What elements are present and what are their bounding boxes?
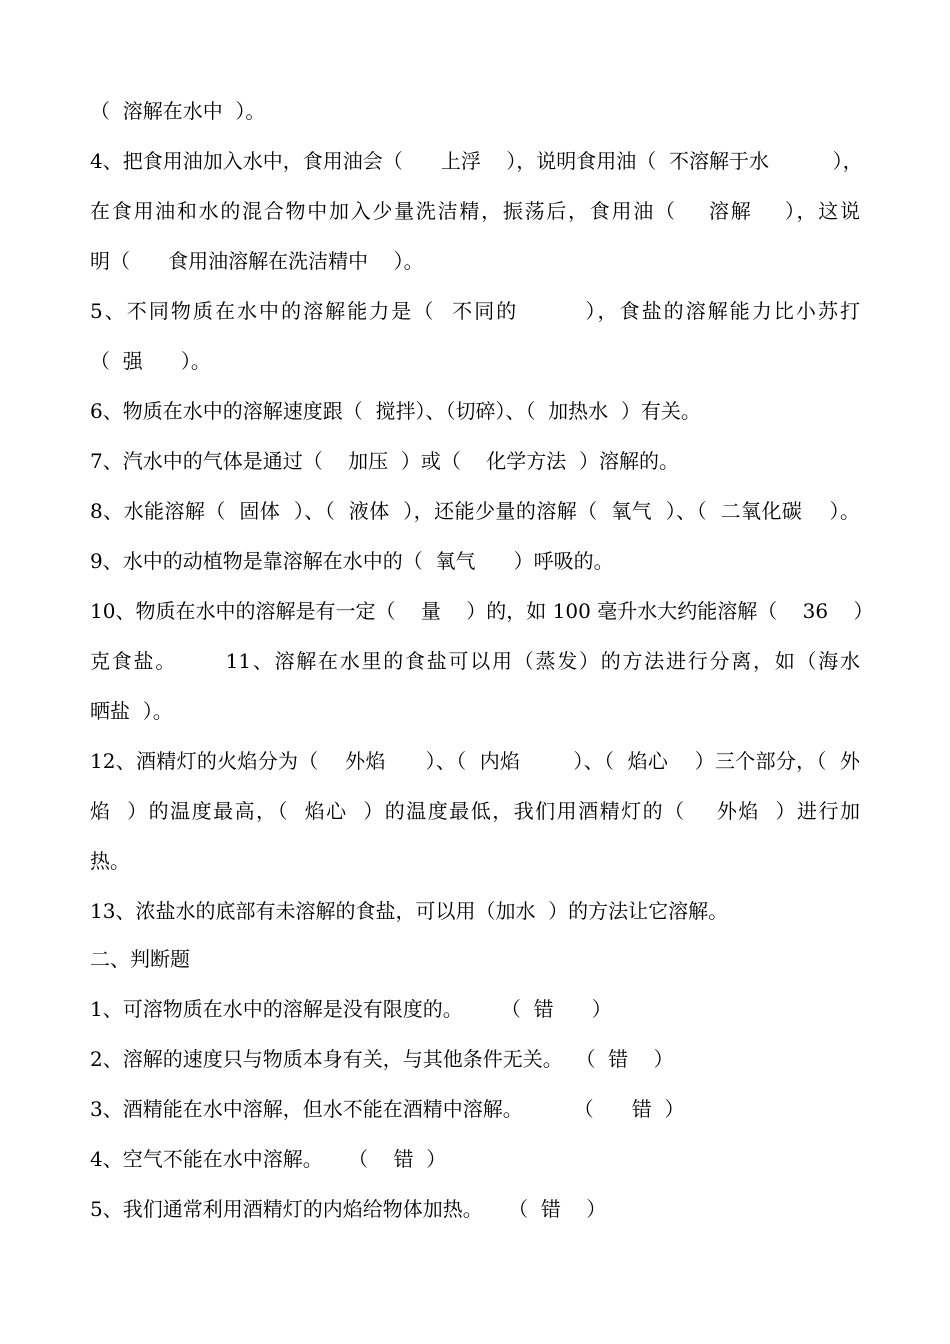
question-10-line: 10、物质在水中的溶解是有一定（ 量 ）的，如 100 毫升水大约能溶解（ 36 ） [90, 599, 874, 623]
question-6-line: 6、物质在水中的溶解速度跟（ 搅拌）、（切碎）、（ 加热水 ）有关。 [90, 399, 701, 423]
true-false-item: 1、可溶物质在水中的溶解是没有限度的。 （ 错 ） [90, 997, 612, 1021]
text-line: 焰 ）的温度最高，（ 焰心 ）的温度最低，我们用酒精灯的（ 外焰 ）进行加 [90, 799, 860, 823]
question-11-line: 克食盐。 11、溶解在水里的食盐可以用（蒸发）的方法进行分离，如（海水 [90, 649, 860, 673]
question-9-line: 9、水中的动植物是靠溶解在水中的（ 氧气 ）呼吸的。 [90, 549, 614, 573]
true-false-item: 5、我们通常利用酒精灯的内焰给物体加热。 （ 错 ） [90, 1197, 607, 1221]
question-13-line: 13、浓盐水的底部有未溶解的食盐，可以用（加水 ）的方法让它溶解。 [90, 899, 729, 923]
text-line: 晒盐 ）。 [90, 699, 173, 723]
text-line: 热。 [90, 849, 130, 873]
true-false-item: 4、空气不能在水中溶解。 （ 错 ） [90, 1147, 447, 1171]
text-line: （ 强 ）。 [90, 349, 211, 373]
question-12-line: 12、酒精灯的火焰分为（ 外焰 ）、（ 内焰 ）、（ 焰心 ）三个部分，（ 外 [90, 749, 860, 773]
true-false-item: 3、酒精能在水中溶解，但水不能在酒精中溶解。 （ 错 ） [90, 1097, 685, 1121]
true-false-item: 2、溶解的速度只与物质本身有关，与其他条件无关。 （ 错 ） [90, 1047, 674, 1071]
text-line: 明（ 食用油溶解在洗洁精中 ）。 [90, 249, 424, 273]
question-4-line: 4、把食用油加入水中，食用油会（ 上浮 ），说明食用油（ 不溶解于水 ）， [90, 149, 863, 173]
question-5-line: 5、不同物质在水中的溶解能力是（ 不同的 ），食盐的溶解能力比小苏打 [90, 299, 860, 323]
question-8-line: 8、水能溶解（ 固体 ）、（ 液体 ），还能少量的溶解（ 氧气 ）、（ 二氧化碳 ）。 [90, 499, 860, 523]
text-line: 在食用油和水的混合物中加入少量洗洁精，振荡后，食用油（ 溶解 ），这说 [90, 199, 860, 223]
section-heading: 二、判断题 [90, 947, 190, 971]
question-7-line: 7、汽水中的气体是通过（ 加压 ）或（ 化学方法 ）溶解的。 [90, 449, 680, 473]
text-line: （ 溶解在水中 ）。 [90, 99, 266, 123]
